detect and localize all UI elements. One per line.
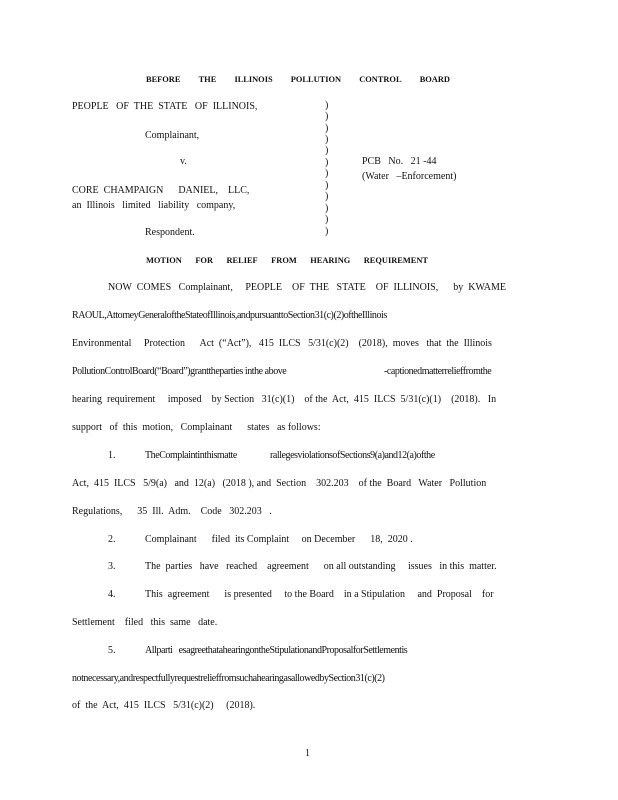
case-type: (Water –Enforcement)	[362, 171, 457, 182]
body-line: RAOUL,AttorneyGeneraloftheStateofIllinois,andpursuanttoSection31(c)(2)oftheIllinois	[72, 310, 387, 321]
caption-paren: )	[325, 157, 329, 168]
caption-paren: )	[325, 214, 329, 225]
body-line: support of this motion, Complainant states as follows:	[72, 422, 321, 433]
caption-defendant: CORE CHAMPAIGN DANIEL, LLC,	[72, 185, 250, 196]
heading-word: BEFORE	[146, 75, 181, 84]
body-line: of the Act, 415 ILCS 5/31(c)(2) (2018).	[72, 700, 256, 711]
page-number: 1	[305, 748, 310, 759]
body-line: Regulations, 35 Ill. Adm. Code 302.203 .	[72, 506, 272, 517]
motion-title-word: FOR	[195, 256, 213, 265]
caption-paren: )	[325, 191, 329, 202]
body-line: Allparti esagreethatahearingontheStipulationandProposalforSettlementis	[145, 645, 408, 656]
caption-paren: )	[325, 168, 329, 179]
body-line: -captionedmatterrelieffromthe	[384, 366, 492, 377]
caption-paren: )	[325, 111, 329, 122]
body-line: The parties have reached agreement on all outstanding issues in this matter.	[145, 561, 497, 572]
paragraph-number: 2.	[108, 534, 116, 545]
heading-word: THE	[198, 75, 217, 84]
motion-title-word: FROM	[271, 256, 297, 265]
body-line: notnecessary,andrespectfullyrequestrelieffromsuchahearingasallowedbySection31(c)(2)	[72, 673, 385, 684]
paragraph-number: 5.	[108, 645, 116, 656]
motion-title	[146, 256, 428, 266]
body-line: rallegesviolationsofSections9(a)and12(a)ofthe	[270, 450, 435, 461]
paragraph-number: 3.	[108, 561, 116, 572]
caption-paren: )	[325, 123, 329, 134]
body-line: This agreement is presented to the Board in a Stipulation and Proposal for	[145, 589, 494, 600]
motion-title-word: RELIEF	[226, 256, 258, 265]
board-heading	[146, 75, 450, 85]
body-line: Environmental Protection Act (“Act”), 415 ILCS 5/31(c)(2) (2018), moves that the Illinois	[72, 338, 492, 349]
caption-paren: )	[325, 145, 329, 156]
body-line: Settlement filed this same date.	[72, 617, 218, 628]
body-line: PollutionControlBoard(“Board”)granttheparties inthe above	[72, 366, 287, 377]
body-line: Complainant filed its Complaint on December 18, 2020 .	[145, 534, 413, 545]
caption-paren: )	[325, 180, 329, 191]
body-line: TheComplaintinthismatte	[145, 450, 237, 461]
caption-paren: )	[325, 134, 329, 145]
motion-title-word: MOTION	[146, 256, 182, 265]
caption-defendant-role: Respondent.	[145, 227, 195, 238]
case-number: PCB No. 21 -44	[362, 156, 437, 167]
caption-paren: )	[325, 100, 329, 111]
caption-plaintiff-role: Complainant,	[145, 130, 200, 141]
caption-paren: )	[325, 203, 329, 214]
body-line: hearing requirement imposed by Section 31(c)(1) of the Act, 415 ILCS 5/31(c)(1) (2018). In	[72, 394, 497, 405]
body-line: NOW COMES Complainant, PEOPLE OF THE STATE OF ILLINOIS, by KWAME	[108, 282, 506, 293]
body-line: Act, 415 ILCS 5/9(a) and 12(a) (2018 ), and Section 302.203 of the Board Water Pollution	[72, 478, 487, 489]
paragraph-number: 1.	[108, 450, 116, 461]
paragraph-number: 4.	[108, 589, 116, 600]
heading-word: CONTROL	[359, 75, 402, 84]
heading-word: BOARD	[419, 75, 450, 84]
motion-title-word: REQUIREMENT	[363, 256, 428, 265]
heading-word: POLLUTION	[290, 75, 342, 84]
caption-paren: )	[325, 226, 329, 237]
caption-versus: v.	[180, 156, 187, 167]
motion-title-word: HEARING	[310, 256, 351, 265]
caption-defendant-description: an Illinois limited liability company,	[72, 200, 236, 211]
heading-word: ILLINOIS	[234, 75, 273, 84]
caption-plaintiff: PEOPLE OF THE STATE OF ILLINOIS,	[72, 101, 258, 112]
